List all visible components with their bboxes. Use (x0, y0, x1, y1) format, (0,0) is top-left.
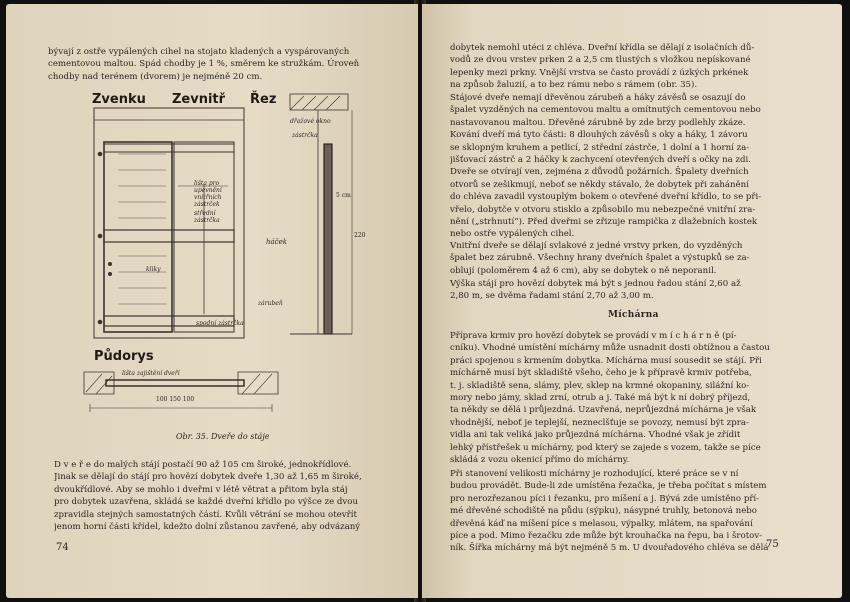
annotation-dimension: 220 (354, 232, 366, 239)
text-line: cníku). Vhodné umístění míchárny může usnadnit dosti obtížnou a častou (450, 343, 770, 354)
text-line: bývají z ostře vypálených cihel na stojato kladených a vyspárovaných (48, 47, 350, 57)
text-line: t. j. skladiště sena, slámy, plev, sklep na krmné okopaniny, silážní ko- (450, 380, 750, 391)
text-line: lepenky mezi prkny. Vnější vrstva se často provádí z úzkých prkének (450, 67, 749, 78)
text-line: vřelo, dobytče v otvoru stisklo a způsobilo mu nebezpečné vnitřní zra- (450, 204, 756, 215)
annotation-lower-latch: spodní zástrčka (196, 320, 244, 327)
figure-label-inside: Zevnitř (172, 92, 226, 107)
left-page (6, 4, 418, 598)
right-page (422, 4, 842, 598)
door-drawing (6, 4, 418, 474)
text-line: pro dobytek uzavřena, skládá se každé dveřní křídlo po výšce ze dvou (54, 497, 358, 508)
annotation-dimension: 5 cm (336, 192, 351, 199)
text-line: Při stanovení velikosti míchárny je rozhodující, které práce se v ní (450, 469, 739, 479)
annotation-upper-latch: lišta pro upevnění vnitřních zástrček (194, 180, 222, 208)
text-line: na způsob žaluzií, a to bez rámu nebo s rámem (obr. 35). (450, 80, 698, 91)
text-line: Výška stájí pro hovězí dobytek má být s jednou řadou stání 2,60 až (450, 279, 741, 289)
figure-caption: Obr. 35. Dveře do stáje (176, 432, 270, 441)
text-line: Vnitřní dveře se dělají svlakové z jedné vrstvy prken, do vyzděných (450, 241, 743, 251)
page-number-left: 74 (56, 542, 69, 553)
annotation-handle: kliky (146, 266, 161, 273)
text-line: zpravidla stejných samostatných částí. Kvůli větrání se mohou otevřít (54, 509, 357, 520)
text-line: budou provádět. Bude-li zde umístěna řezačka, je třeba počítat s místem (450, 481, 767, 492)
right-paragraph-1 (450, 42, 800, 92)
text-line: ta někdy se dělá i průjezdná. Uzavřená, neprůjezdná míchárna je však (450, 405, 757, 416)
text-line: se sklopným kruhem a petlicí, 2 střední zástrče, 1 dolní a 1 horní za- (450, 142, 750, 153)
text-line: Stájové dveře nemají dřevěnou zárubeň a háky závěsů se osazují do (450, 93, 746, 103)
annotation-latch: zástrčka (292, 132, 318, 139)
text-line: vhodnější, neboť je teplejší, nezneclšťuje se povozy, nemusí být zpra- (450, 417, 749, 428)
text-line: Kování dveří má tyto části: 8 dlouhých závěsů s oky a háky, 1 závoru (450, 130, 748, 141)
text-line: mory nebo jámy, sklad zrní, otrub a j. Také má být k ní dobrý příjezd, (450, 393, 751, 404)
page-number-right: 75 (766, 539, 779, 550)
text-line: lehký přístřešek u míchárny, pod který se zajede s vozem, takže se píce (450, 442, 761, 453)
text-line: vidla ani tak veliká jako průjezdná míchárna. Vhodné však je zřídit (450, 430, 741, 441)
text-line: míchárně musí být skladiště všeho, čeho je k přípravě krmiv potřeba, (450, 368, 752, 379)
text-line: vodů ze dvou vrstev prken 2 a 2,5 cm tlustých s vložkou nepískované (450, 55, 751, 66)
text-line: nebo ostře vypálených cihel. (450, 229, 575, 240)
text-line: špalet bez zárubně. Všechny hrany dveřních špalet a výstupků se za- (450, 253, 750, 264)
text-line: nění („strhnutí“). Před dveřmi se zřizuje rampička z dlažebních kostek (450, 217, 758, 228)
right-paragraph-3 (450, 240, 800, 277)
right-paragraph-6 (450, 468, 800, 555)
right-paragraph-4 (450, 278, 800, 303)
text-line: špalet vyzděných na cementovou maltu a omítnutých cementovou nebo (450, 105, 761, 116)
text-line: jenom horní části křídel, kdežto dolní zůstanou zavřené, aby odvázaný (54, 522, 361, 533)
text-line: oblují (poloměrem 4 až 6 cm), aby se dobytek o ně neporanil. (450, 265, 717, 276)
text-line: skládá z vozu okenicí přímo do míchárny. (450, 455, 630, 466)
figure-label-section: Řez (250, 92, 277, 107)
text-line: dřevěná káď na míšení píce s melasou, výpalky, mlátem, na spařování (450, 518, 753, 529)
text-line: cementovou maltou. Spád chodby je 1 %, směrem ke stružkám. Úroveň (48, 59, 360, 70)
text-line: dvoukřídlové. Aby se mohlo i dveřmi v létě větrat a přitom byla stáj (54, 484, 348, 495)
text-line: Dveře se otvírají ven, zejména z důvodů požárních. Špalety dveřních (450, 167, 749, 178)
text-line: 2,80 m, se dvěma řadami stání 2,70 až 3,00 m. (450, 291, 654, 302)
text-line: práci spojenou s krmením dobytka. Míchárna musí sousedit se stájí. Při (450, 355, 762, 366)
left-bottom-paragraph (54, 459, 384, 533)
text-line: dobytek nemohl utéci z chléva. Dveřní křídla se dělají z isolačních dů- (450, 43, 755, 53)
text-line: D v e ř e do malých stájí postačí 90 až 105 cm široké, jednokřídlové. (54, 460, 352, 470)
text-line: nastavovanou maltou. Dřevěné zárubně by zde brzy podlehly zkáze. (450, 117, 746, 128)
text-line: Příprava krmiv pro hovězí dobytek se provádí v m í c h á r n ě (pí- (450, 331, 737, 341)
annotation-straw-window: dřažové okno (290, 118, 331, 125)
annotation-middle-latch: střední zástrčka (194, 210, 220, 224)
text-line: otvorů se zešikmují, neboť se někdy stávalo, že dobytek při zahánění (450, 179, 749, 190)
annotation-plan-top: lišta zajištění dveří (122, 370, 180, 377)
annotation-plan-dims: 100 150 100 (156, 396, 195, 403)
annotation-frame: zárubeň (258, 300, 283, 307)
text-line: jišťovací zástrč a 2 háčky k zachycení otevřených dveří s očky na zdi. (450, 155, 751, 166)
annotation-hook: háček (266, 238, 287, 246)
figure-label-plan: Půdorys (94, 349, 154, 364)
right-paragraph-5 (450, 330, 800, 466)
text-line: pro nerozřezanou píci i řezanku, pro míšení a j. Bývá zde umístěno pří- (450, 493, 760, 504)
figure-label-outside: Zvenku (92, 92, 146, 107)
text-line: mé dřevěné schodiště na půdu (sýpku), násypné truhly, betonová nebo (450, 506, 757, 517)
text-line: do chléva zavadil vystouplým bokem o otevřené dveřní křídlo, to se při- (450, 192, 762, 203)
section-heading: Míchárna (608, 310, 659, 320)
text-line: píce a pod. Mimo řezačku zde může být krouhačka na řepu, ba i šrotov- (450, 531, 763, 542)
right-paragraph-2 (450, 92, 800, 241)
text-line: ník. Šířka míchárny má být nejméně 5 m. U dvouřadového chléva se dělá (450, 543, 769, 554)
text-line: Jinak se dělají do stájí pro hovězí dobytek dveře 1,30 až 1,65 m široké, (54, 472, 362, 483)
text-line: chodby nad terénem (dvorem) je nejméně 20 cm. (48, 71, 263, 82)
